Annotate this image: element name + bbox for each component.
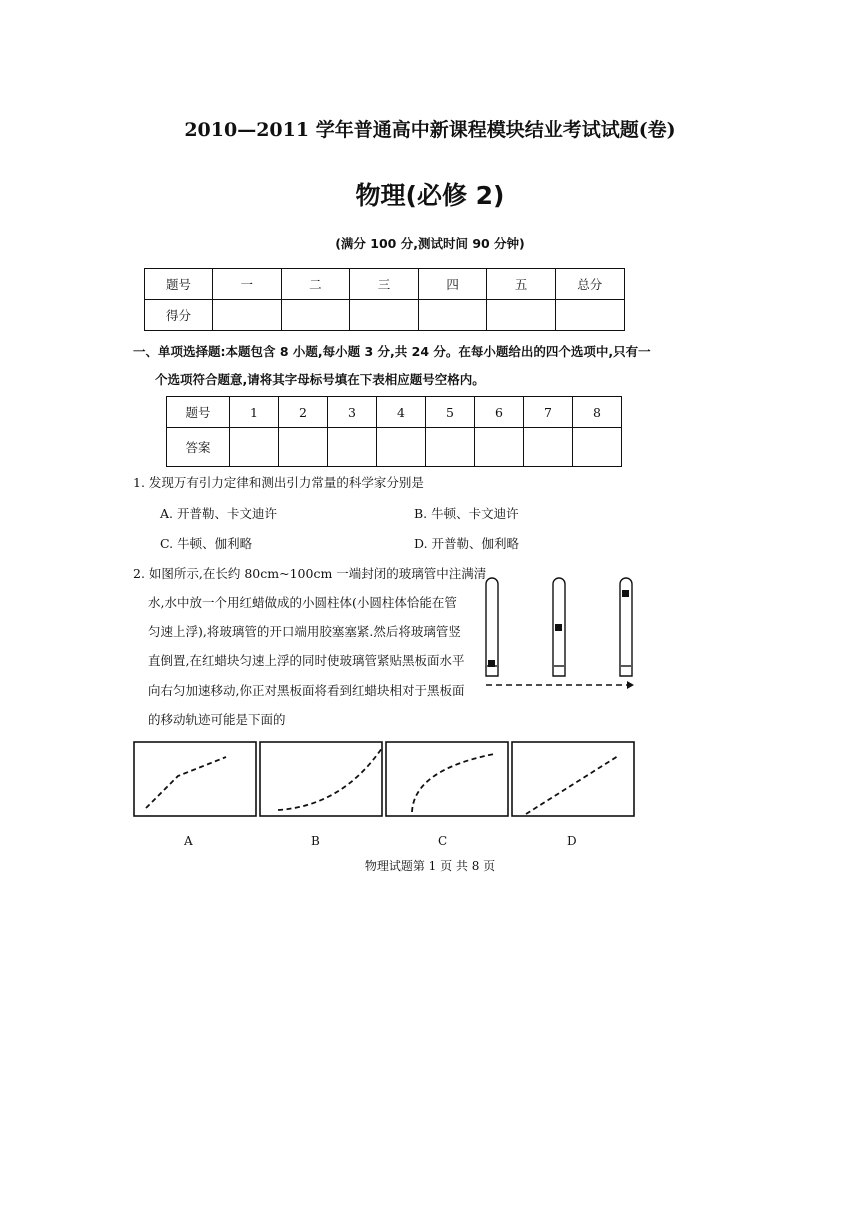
- q1-option-b: B. 牛顿、卡文迪许: [414, 506, 519, 521]
- section1-line2: 个选项符合题意,请将其字母标号填在下表相应题号空格内。: [155, 372, 485, 387]
- score-header-cell: 三: [350, 269, 419, 300]
- answer-header-cell: 题号: [167, 397, 230, 428]
- section1-line1: 一、单项选择题:本题包含 8 小题,每小题 3 分,共 24 分。在每小题给出的四个选项中,只有一: [133, 344, 651, 359]
- wax-block-3: [622, 590, 629, 597]
- q1-option-c: C. 牛顿、伽利略: [160, 536, 253, 551]
- q2-line-5: 向右匀加速移动,你正对黑板面将看到红蜡块相对于黑板面: [148, 683, 465, 698]
- answer-cell[interactable]: [377, 428, 426, 467]
- score-cell[interactable]: [281, 300, 350, 331]
- page-footer: 物理试题第 1 页 共 8 页: [364, 859, 496, 873]
- option-c-box: [386, 742, 508, 816]
- answer-row-label: 答案: [167, 428, 230, 467]
- wax-block-1: [488, 660, 495, 667]
- answer-cell[interactable]: [328, 428, 377, 467]
- q2-line-3: 匀速上浮),将玻璃管的开口端用胶塞塞紧.然后将玻璃管竖: [148, 624, 461, 639]
- trajectory-options: [132, 740, 636, 818]
- score-header-cell: 四: [418, 269, 487, 300]
- subject-title: 物理(必修 2): [355, 181, 505, 210]
- option-a-trajectory: [146, 757, 226, 808]
- exam-meta: (满分 100 分,测试时间 90 分钟): [335, 236, 525, 251]
- answer-header-cell: 1: [230, 397, 279, 428]
- score-row-label: 得分: [145, 300, 213, 331]
- option-c-label: C: [438, 834, 448, 848]
- q2-line-6: 的移动轨迹可能是下面的: [148, 712, 286, 727]
- score-cell[interactable]: [487, 300, 556, 331]
- score-header-cell: 二: [281, 269, 350, 300]
- score-header-cell: 总分: [555, 269, 624, 300]
- q2-line-4: 直倒置,在红蜡块匀速上浮的同时使玻璃管紧贴黑板面水平: [148, 653, 465, 668]
- answer-header-cell: 5: [426, 397, 475, 428]
- option-d-label: D: [567, 834, 577, 848]
- answer-cell[interactable]: [426, 428, 475, 467]
- option-a-box: [134, 742, 256, 816]
- motion-arrow-head: [627, 681, 634, 689]
- answer-cell[interactable]: [230, 428, 279, 467]
- q1-option-d: D. 开普勒、伽利略: [414, 536, 520, 551]
- option-d-box: [512, 742, 634, 816]
- answer-header-cell: 7: [524, 397, 573, 428]
- score-cell[interactable]: [350, 300, 419, 331]
- q1-option-a: A. 开普勒、卡文迪许: [160, 506, 277, 521]
- option-a-label: A: [184, 834, 193, 848]
- answer-table: [166, 396, 622, 467]
- answer-header-cell: 8: [573, 397, 622, 428]
- score-cell[interactable]: [213, 300, 282, 331]
- option-d-trajectory: [526, 756, 618, 814]
- q1-stem: 1. 发现万有引力定律和测出引力常量的科学家分别是: [133, 475, 424, 490]
- score-header-cell: 五: [487, 269, 556, 300]
- q2-line-1: 2. 如图所示,在长约 80cm~100cm 一端封闭的玻璃管中注满清: [133, 566, 487, 581]
- answer-header-cell: 6: [475, 397, 524, 428]
- option-b-trajectory: [278, 748, 382, 810]
- answer-cell[interactable]: [573, 428, 622, 467]
- score-header-cell: 一: [213, 269, 282, 300]
- answer-header-cell: 3: [328, 397, 377, 428]
- option-b-label: B: [311, 834, 320, 848]
- exam-title: 2010—2011 学年普通高中新课程模块结业考试试题(卷): [184, 119, 676, 141]
- score-header-cell: 题号: [145, 269, 213, 300]
- q2-line-2: 水,水中放一个用红蜡做成的小圆柱体(小圆柱体恰能在管: [148, 595, 457, 610]
- score-cell[interactable]: [418, 300, 487, 331]
- answer-cell[interactable]: [524, 428, 573, 467]
- option-b-box: [260, 742, 382, 816]
- answer-header-cell: 2: [279, 397, 328, 428]
- glass-tube-figure: [478, 570, 644, 690]
- answer-header-cell: 4: [377, 397, 426, 428]
- score-table: [144, 268, 625, 331]
- option-c-trajectory: [412, 754, 494, 812]
- wax-block-2: [555, 624, 562, 631]
- answer-cell[interactable]: [279, 428, 328, 467]
- answer-cell[interactable]: [475, 428, 524, 467]
- score-cell[interactable]: [555, 300, 624, 331]
